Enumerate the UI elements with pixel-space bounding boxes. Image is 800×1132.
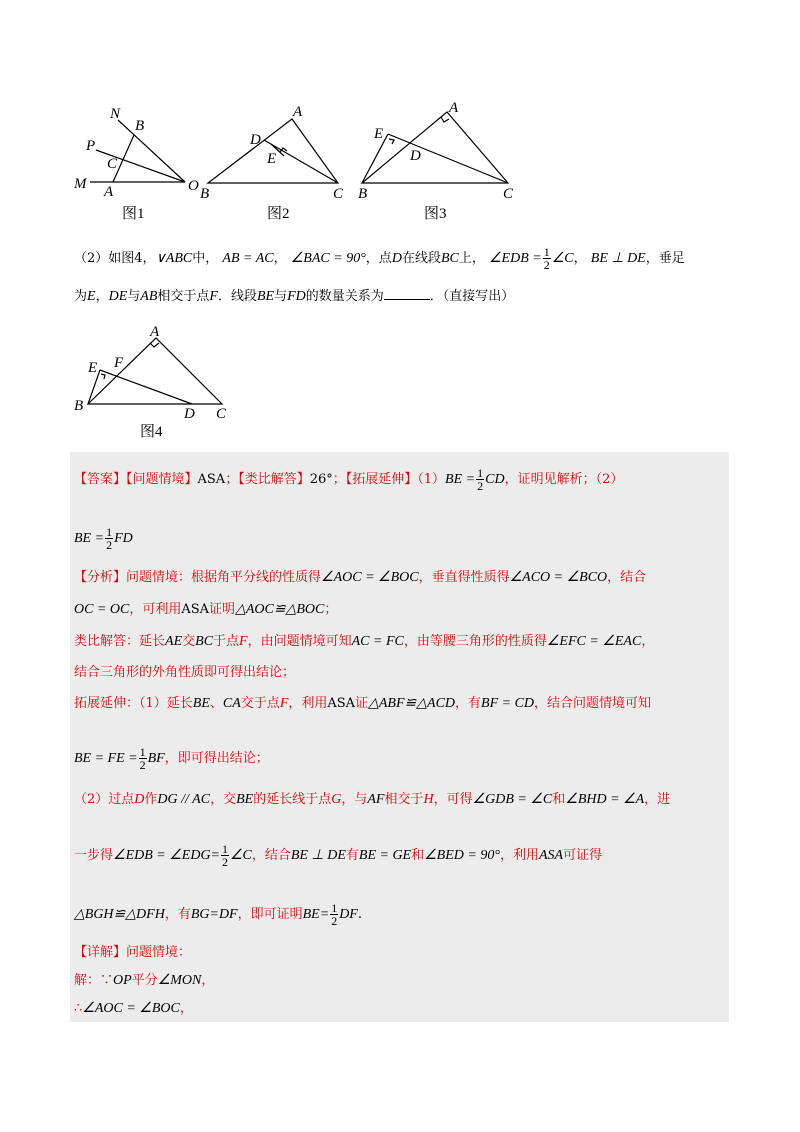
fig1-caption: 图1 (122, 206, 145, 222)
fig2-label-e: E (267, 151, 277, 167)
fig4-label-e: E (88, 360, 98, 376)
fig1-label-a: A (104, 184, 114, 200)
answer-line-3: 【分析】问题情境：根据角平分线的性质得∠AOC = ∠BOC，垂直得性质得∠ACO = ∠BCO，结合 (74, 570, 647, 585)
fig1-label-c: C (107, 156, 118, 172)
fig1-label-b: B (135, 118, 145, 134)
fig3-label-d: D (410, 148, 421, 164)
answer-line-13: 解：∵OP平分∠MON， (74, 973, 215, 988)
fig1-label-n: N (110, 106, 121, 122)
fig2-label-b: B (200, 186, 210, 202)
figure-2-svg (200, 100, 350, 225)
answer-line-10: 一步得∠EDB = ∠EDG= $\frac{1}{2}$ ∠C，结合BE ⊥ DE有BE = GE和∠BED = 90°，利用ASA可证得 (74, 842, 603, 869)
figure-4-svg (70, 322, 240, 444)
answer-line-7: 拓展延伸：（1）延长BE、CA交于点F，利用ASA证△ABF≌△ACD，有BF = CD，结合问题情境可知 (74, 696, 652, 711)
fraction: $\frac{1}{2}$ (139, 745, 146, 772)
answer-line-4: OC = OC，可利用ASA证明△AOC≌△BOC； (74, 602, 338, 617)
answer-line-1: 【答案】【问题情境】ASA；【类比解答】26°；【拓展延伸】（1）BE = $\frac{1}{2}$ CD，证明见解析；（2） (74, 466, 624, 493)
fig4-label-c: C (216, 406, 227, 422)
fig3-caption: 图3 (424, 206, 447, 222)
answer-blank (384, 287, 430, 300)
fig3-label-e: E (374, 126, 384, 142)
fig2-label-c: C (333, 186, 344, 202)
fraction: $\frac{1}{2}$ (543, 245, 550, 272)
answer-line-6: 结合三角形的外角性质即可得出结论； (74, 665, 296, 680)
fraction: $\frac{1}{2}$ (106, 525, 113, 552)
question-line-2: 为E，DE与AB相交于点F．线段BE与FD的数量关系为 ．（直接写出） (74, 289, 515, 304)
fig2-caption: 图2 (267, 206, 290, 222)
fig4-caption: 图4 (140, 424, 163, 440)
answer-line-8: BE = FE = $\frac{1}{2}$ BF，即可得出结论； (74, 745, 269, 772)
figure-1-svg (70, 100, 205, 225)
fraction: $\frac{1}{2}$ (477, 466, 484, 493)
fig4-label-f: F (114, 355, 124, 371)
fig3-label-b: B (358, 186, 368, 202)
figure-4 (70, 322, 240, 444)
answer-line-5: 类比解答：延长AE交BC于点F，由问题情境可知AC = FC，由等腰三角形的性质得∠EFC = ∠EAC， (74, 634, 655, 649)
figure-1 (70, 100, 205, 225)
fig3-label-a: A (449, 100, 459, 116)
answer-line-14: ∴∠AOC = ∠BOC， (74, 1001, 193, 1016)
answer-line-11: △BGH≌△DFH，有BG=DF，即可证明BE= $\frac{1}{2}$ DF. (74, 901, 362, 928)
figure-3 (358, 98, 523, 225)
question-line-1: （2）如图4，∨ABC中， AB = AC， ∠BAC = 90°，点D在线段BC上， ∠EDB = $\frac{1}{2}$ ∠C， BE ⊥ DE，垂足 (74, 245, 685, 272)
fig2-label-d: D (250, 132, 261, 148)
fraction: $\frac{1}{2}$ (222, 842, 228, 869)
fraction: $\frac{1}{2}$ (331, 901, 338, 928)
fig2-label-a: A (293, 104, 303, 120)
fig4-label-d: D (184, 406, 195, 422)
fig1-label-m: M (74, 176, 87, 192)
answer-line-9: （2）过点D作DG // AC，交BE的延长线于点G，与AF相交于H，可得∠GDB = ∠C和∠BHD = ∠A，进 (74, 792, 671, 807)
fig1-label-o: O (188, 178, 199, 194)
figure-2 (200, 100, 350, 225)
fig1-label-p: P (86, 138, 96, 154)
fig4-label-a: A (150, 324, 160, 340)
fig4-label-b: B (74, 398, 84, 414)
answer-line-12: 【详解】问题情境： (74, 945, 192, 960)
figure-3-svg (358, 98, 523, 225)
fig3-label-c: C (503, 186, 514, 202)
answer-line-2: BE = $\frac{1}{2}$ FD (74, 525, 133, 552)
